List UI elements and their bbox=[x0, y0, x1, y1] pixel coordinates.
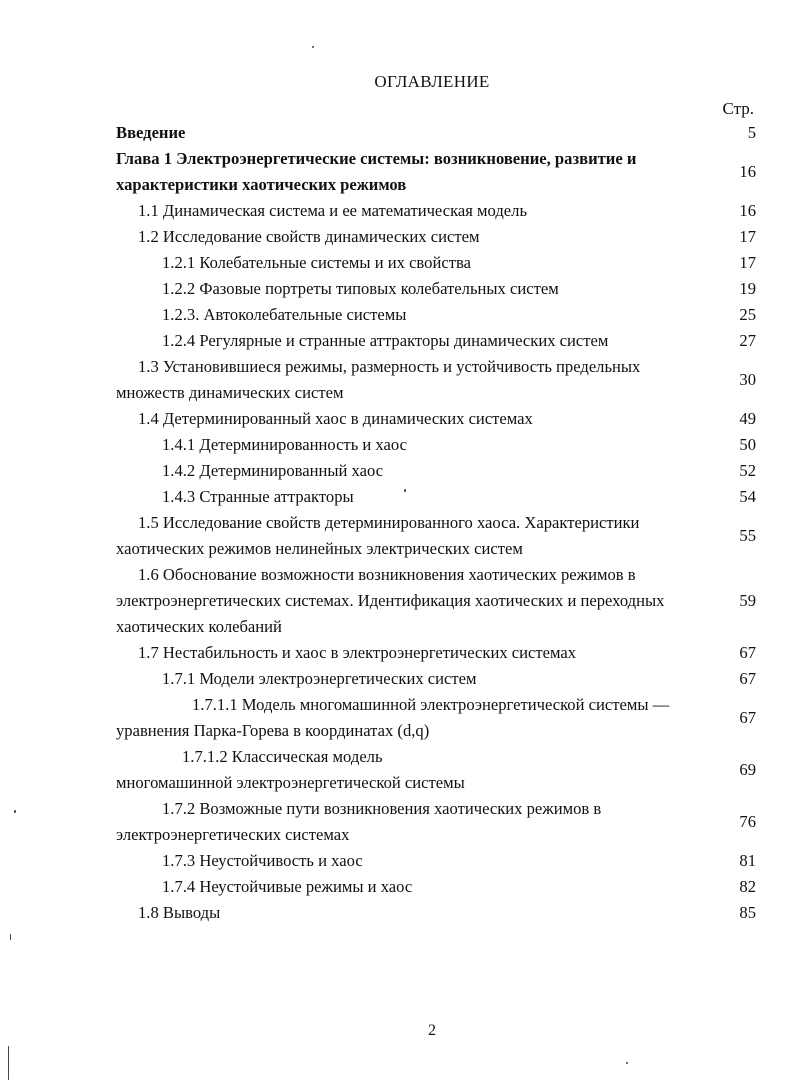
toc-entry[interactable] bbox=[116, 744, 756, 796]
toc-entry-text: 1.7.3 Неустойчивость и хаос bbox=[162, 851, 363, 870]
toc-entry-page: 82 bbox=[739, 877, 756, 896]
toc-entry-text: 1.4.3 Странные аттракторы bbox=[162, 487, 354, 506]
toc-entry-page: 55 bbox=[739, 526, 756, 545]
toc-entry[interactable] bbox=[116, 354, 756, 406]
toc-entry[interactable] bbox=[116, 562, 756, 640]
toc-entry-text: 1.4.1 Детерминированность и хаос bbox=[162, 435, 407, 454]
scan-speck bbox=[626, 1062, 628, 1064]
toc-entry[interactable] bbox=[116, 250, 756, 276]
page-number: 2 bbox=[428, 1022, 436, 1039]
toc-entry[interactable] bbox=[116, 848, 756, 874]
table-of-contents bbox=[116, 120, 756, 926]
scan-speck bbox=[10, 934, 11, 940]
toc-entry-page: 16 bbox=[739, 201, 756, 220]
toc-entry[interactable] bbox=[116, 666, 756, 692]
toc-entry-page: 59 bbox=[739, 591, 756, 610]
toc-entry[interactable] bbox=[116, 120, 756, 146]
toc-entry[interactable] bbox=[116, 198, 756, 224]
page-column-label: Стр. bbox=[722, 99, 754, 118]
toc-entry[interactable] bbox=[116, 432, 756, 458]
toc-entry-text: Глава 1 Электроэнергетические системы: возникновение, развитие и характеристики хаотических режимов bbox=[116, 149, 637, 194]
toc-entry-page: 19 bbox=[739, 279, 756, 298]
toc-entry-page: 67 bbox=[739, 669, 756, 688]
toc-entry-page: 54 bbox=[739, 487, 756, 506]
toc-entry[interactable] bbox=[116, 874, 756, 900]
toc-entry-page: 27 bbox=[739, 331, 756, 350]
scan-speck bbox=[312, 46, 314, 48]
toc-entry-page: 81 bbox=[739, 851, 756, 870]
toc-entry-text: 1.7.4 Неустойчивые режимы и хаос bbox=[162, 877, 413, 896]
toc-entry-text: 1.2.4 Регулярные и странные аттракторы динамических систем bbox=[162, 331, 609, 350]
toc-entry-page: 76 bbox=[739, 812, 756, 831]
toc-entry-text: 1.4 Детерминированный хаос в динамических системах bbox=[138, 409, 533, 428]
toc-entry-page: 85 bbox=[739, 903, 756, 922]
toc-entry[interactable] bbox=[116, 328, 756, 354]
scan-speck bbox=[14, 810, 16, 813]
toc-entry-text: 1.1 Динамическая система и ее математическая модель bbox=[138, 201, 528, 220]
toc-entry-text: 1.4.2 Детерминированный хаос bbox=[162, 461, 384, 480]
toc-entry-page: 17 bbox=[739, 253, 756, 272]
toc-entry-page: 52 bbox=[739, 461, 756, 480]
toc-entry-page: 50 bbox=[739, 435, 756, 454]
toc-entry[interactable] bbox=[116, 796, 756, 848]
toc-entry-page: 16 bbox=[739, 162, 756, 181]
toc-entry-page: 5 bbox=[747, 123, 756, 142]
toc-entry-text: 1.8 Выводы bbox=[138, 903, 221, 922]
scan-speck bbox=[404, 489, 406, 492]
toc-entry-page: 69 bbox=[739, 760, 756, 779]
toc-entry[interactable] bbox=[116, 146, 756, 198]
toc-entry[interactable] bbox=[116, 484, 756, 510]
toc-entry-text: 1.7.2 Возможные пути возникновения хаотических режимов в электроэнергетических системах bbox=[116, 799, 602, 844]
toc-entry-text: 1.7.1.1 Модель многомашинной электроэнергетической системы — уравнения Парка-Горева в координатах (d,q) bbox=[116, 695, 670, 740]
toc-entry-text: 1.6 Обоснование возможности возникновения хаотических режимов в электроэнергетических системах. Идентификация хаотических и переходных хаотических колебаний bbox=[116, 565, 665, 636]
toc-entry-text: 1.5 Исследование свойств детерминированного хаоса. Характеристики хаотических режимов нелинейных электрических систем bbox=[116, 513, 640, 558]
toc-entry[interactable] bbox=[116, 406, 756, 432]
toc-entry[interactable] bbox=[116, 458, 756, 484]
toc-entry-text: 1.7.1 Модели электроэнергетических систем bbox=[162, 669, 477, 688]
toc-entry[interactable] bbox=[116, 276, 756, 302]
toc-entry[interactable] bbox=[116, 302, 756, 328]
toc-entry-page: 49 bbox=[739, 409, 756, 428]
toc-entry[interactable] bbox=[116, 692, 756, 744]
toc-entry[interactable] bbox=[116, 510, 756, 562]
page-title: ОГЛАВЛЕНИЕ bbox=[374, 72, 490, 91]
toc-entry-text: 1.7 Нестабильность и хаос в электроэнергетических системах bbox=[138, 643, 577, 662]
toc-entry-page: 17 bbox=[739, 227, 756, 246]
toc-entry-text: Введение bbox=[116, 123, 186, 142]
toc-entry-text: 1.2.3. Автоколебательные системы bbox=[162, 305, 407, 324]
toc-entry[interactable] bbox=[116, 224, 756, 250]
toc-entry-text: 1.7.1.2 Классическая модель многомашинной электроэнергетической системы bbox=[116, 747, 465, 792]
toc-entry-text: 1.2.2 Фазовые портреты типовых колебательных систем bbox=[162, 279, 559, 298]
scan-speck bbox=[8, 1046, 9, 1080]
toc-entry-text: 1.3 Установившиеся режимы, размерность и устойчивость предельных множеств динамических систем bbox=[116, 357, 641, 402]
toc-entry-page: 67 bbox=[739, 708, 756, 727]
toc-entry-text: 1.2.1 Колебательные системы и их свойства bbox=[162, 253, 471, 272]
toc-entry-page: 30 bbox=[739, 370, 756, 389]
toc-entry[interactable] bbox=[116, 900, 756, 926]
toc-entry-page: 25 bbox=[739, 305, 756, 324]
toc-entry-page: 67 bbox=[739, 643, 756, 662]
toc-entry[interactable] bbox=[116, 640, 756, 666]
toc-entry-text: 1.2 Исследование свойств динамических систем bbox=[138, 227, 480, 246]
